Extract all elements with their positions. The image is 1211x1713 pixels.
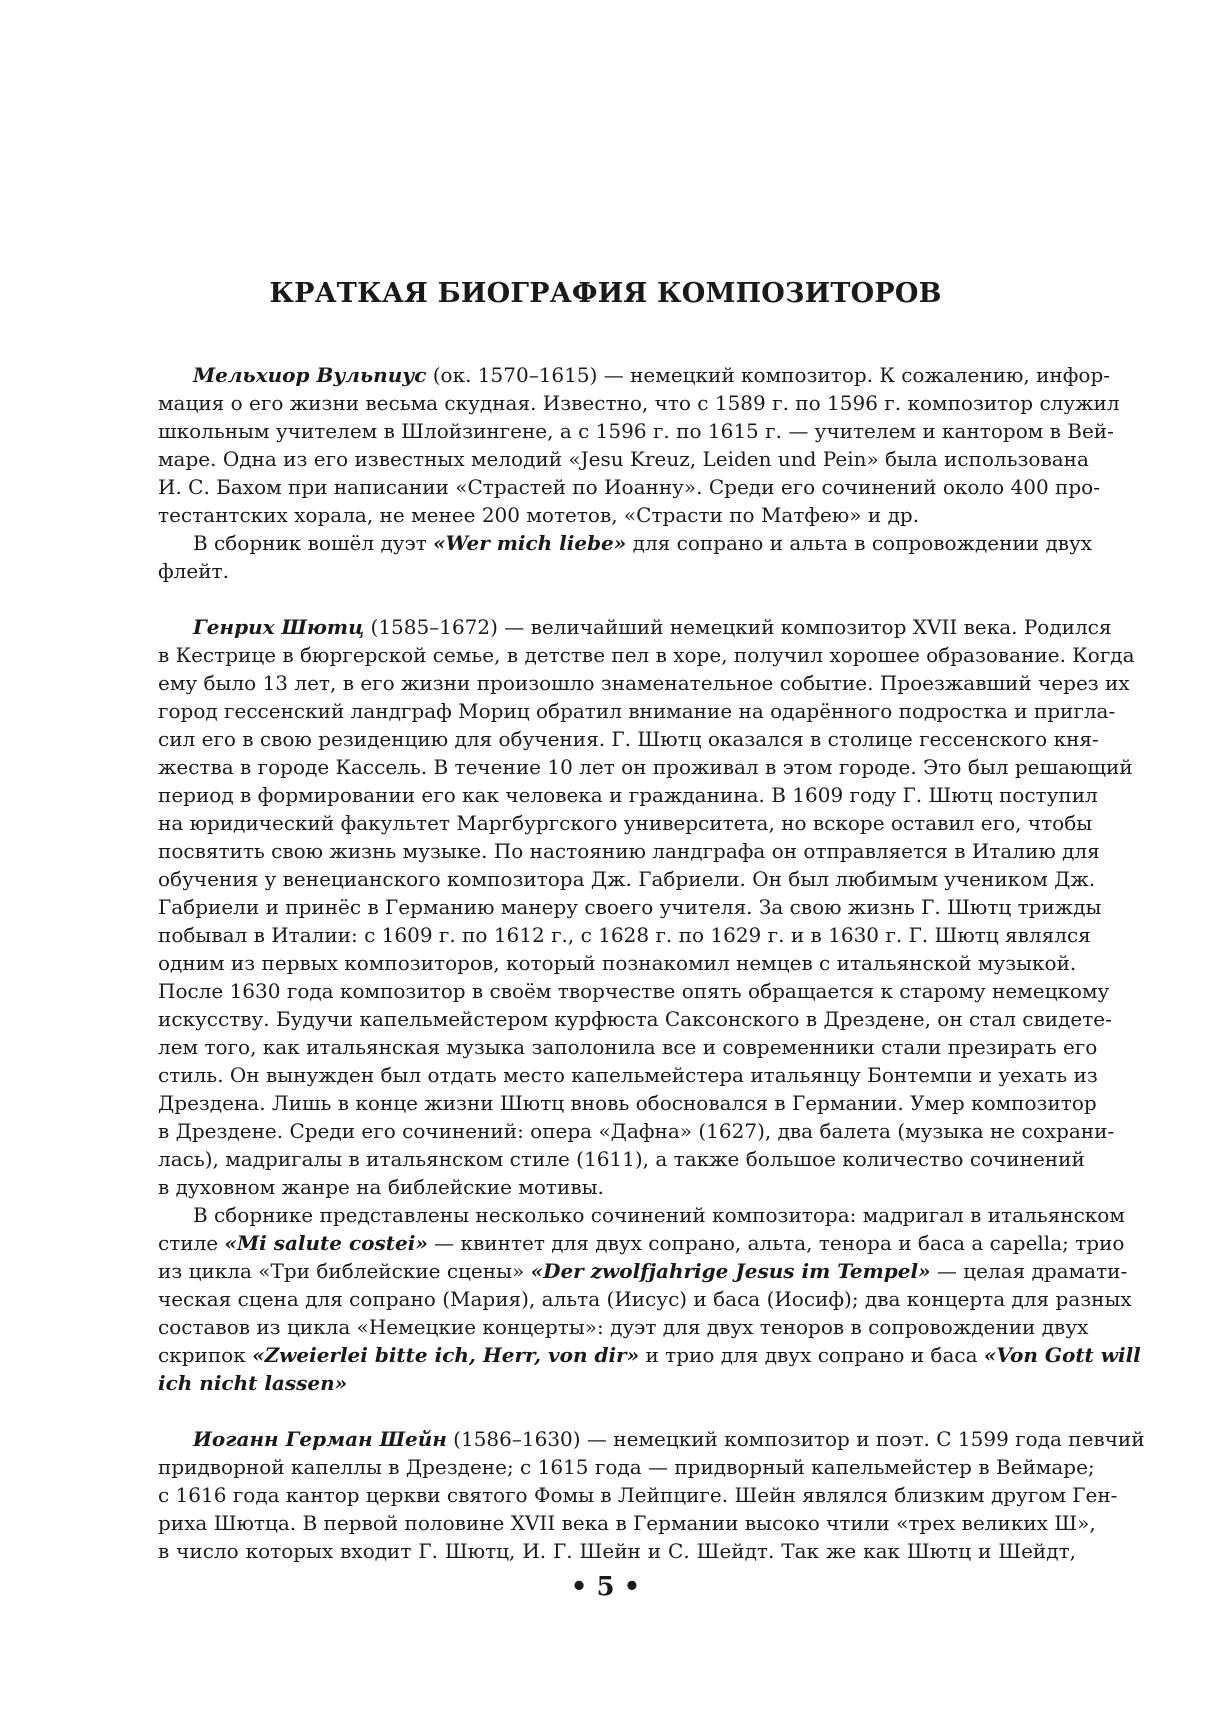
text-line — [158, 1089, 1097, 1117]
line-text: и трио для двух сопрано и баса — [639, 1343, 984, 1367]
line-text: флейт. — [158, 559, 229, 583]
emphasis-text: ich nicht lassen» — [158, 1371, 348, 1395]
text-line — [158, 921, 1091, 949]
line-text: И. С. Бахом при написании «Страстей по Иоанну». Среди его сочинений около 400 про- — [158, 475, 1100, 499]
text-line — [158, 1061, 1098, 1089]
line-text: с 1616 года кантор церкви святого Фомы в Лейпциге. Шейн являлся близким другом Ген- — [158, 1483, 1118, 1507]
line-text: сил его в свою резиденцию для обучения. Г. Шютц оказался в столице гессенского кня- — [158, 727, 1099, 751]
emphasis-text: «Zweierlei bitte ich, Herr, von dir» — [252, 1343, 640, 1367]
emphasis-text: «Wer mich liebe» — [433, 531, 627, 555]
line-text: В сборник вошёл дуэт — [193, 531, 434, 555]
line-text: ему было 13 лет, в его жизни произошло знаменательное событие. Проезжавший через их — [158, 671, 1130, 695]
text-line — [158, 641, 1135, 669]
line-text: лем того, как итальянская музыка заполонила все и современники стали презирать его — [158, 1035, 1098, 1059]
page-number: • 5 • — [570, 1572, 641, 1602]
text-line — [193, 1425, 1145, 1453]
emphasis-text: Мельхиор Вульпиус — [193, 363, 427, 387]
line-text: ческая сцена для сопрано (Мария), альта (Иисус) и баса (Иосиф); два концерта для разных — [158, 1287, 1132, 1311]
text-line — [193, 613, 1112, 641]
line-text: стиль. Он вынужден был отдать место капельмейстера итальянцу Бонтемпи и уехать из — [158, 1063, 1098, 1087]
line-text: для сопрано и альта в сопровождении двух — [626, 531, 1093, 555]
line-text: скрипок — [158, 1343, 253, 1367]
text-line — [158, 1369, 1076, 1397]
line-text: Габриели и принёс в Германию манеру своего учителя. За свою жизнь Г. Шютц трижды — [158, 895, 1102, 919]
line-text: посвятить свою жизнь музыке. По настоянию ландграфа он отправляется в Италию для — [158, 839, 1100, 863]
text-line — [158, 1145, 1085, 1173]
text-line — [193, 1201, 1125, 1229]
text-line — [158, 389, 1120, 417]
line-text: Дрездена. Лишь в конце жизни Шютц вновь обосновался в Германии. Умер композитор — [158, 1091, 1097, 1115]
emphasis-text: «Von Gott will — [983, 1343, 1141, 1367]
emphasis-text: «Mi salute costei» — [224, 1231, 428, 1255]
line-text: (1586–1630) — немецкий композитор и поэт. С 1599 года певчий — [446, 1427, 1145, 1451]
text-line — [158, 669, 1130, 697]
text-line — [158, 1509, 1096, 1537]
text-line — [158, 1117, 1115, 1145]
text-line — [158, 725, 1099, 753]
line-text: жества в городе Кассель. В течение 10 лет он проживал в этом городе. Это был решающий — [158, 755, 1133, 779]
line-text: город гессенский ландграф Мориц обратил внимание на одарённого подростка и пригла- — [158, 699, 1116, 723]
line-text: в Кестрице в бюргерской семье, в детстве пел в хоре, получил хорошее образование. Когда — [158, 643, 1135, 667]
text-line — [158, 1313, 1089, 1341]
text-line — [193, 529, 1093, 557]
line-text: риха Шютца. В первой половине XVII века в Германии высоко чтили «трех великих Ш», — [158, 1511, 1096, 1535]
line-text: обучения у венецианского композитора Дж. Габриели. Он был любимым учеником Дж. — [158, 867, 1096, 891]
line-text: После 1630 года композитор в своём творчестве опять обращается к старому немецкому — [158, 979, 1110, 1003]
line-text: (ок. 1570–1615) — немецкий композитор. К сожалению, инфор- — [426, 363, 1111, 387]
line-text: — квинтет для двух сопрано, альта, тенора и баса a capella; трио — [427, 1231, 1125, 1255]
line-text: на юридический факультет Маргбургского университета, но вскоре оставил его, чтобы — [158, 811, 1093, 835]
line-text: побывал в Италии: с 1609 г. по 1612 г., с 1628 г. по 1629 г. и в 1630 г. Г. Шютц являлся — [158, 923, 1091, 947]
page-number-value: 5 — [596, 1572, 615, 1602]
line-text: в Дрездене. Среди его сочинений: опера «Дафна» (1627), два балета (музыка не сохрани- — [158, 1119, 1115, 1143]
text-line — [158, 1005, 1112, 1033]
text-line — [158, 1481, 1118, 1509]
line-text: период в формировании его как человека и гражданина. В 1609 году Г. Шютц поступил — [158, 783, 1098, 807]
text-line — [158, 781, 1098, 809]
line-text: лась), мадригалы в итальянском стиле (1611), а также большое количество сочинений — [158, 1147, 1085, 1171]
text-line — [158, 809, 1093, 837]
text-line — [158, 753, 1133, 781]
text-line — [158, 977, 1110, 1005]
text-line — [158, 837, 1100, 865]
line-text: В сборнике представлены несколько сочинений композитора: мадригал в итальянском — [193, 1203, 1125, 1227]
line-text: школьным учителем в Шлойзингене, а с 1596 г. по 1615 г. — учителем и кантором в Вей- — [158, 419, 1114, 443]
text-line — [158, 893, 1102, 921]
line-text: искусству. Будучи капельмейстером курфюста Саксонского в Дрездене, он стал свидете- — [158, 1007, 1112, 1031]
emphasis-text: Генрих Шютц — [193, 615, 365, 639]
text-line — [158, 417, 1114, 445]
text-line — [158, 865, 1096, 893]
text-line — [158, 1537, 1076, 1565]
text-line — [158, 949, 1076, 977]
emphasis-text: «Der zwolfjahrige Jesus im Tempel» — [530, 1259, 931, 1283]
page-title: КРАТКАЯ БИОГРАФИЯ КОМПОЗИТОРОВ — [269, 278, 942, 309]
text-line — [193, 361, 1111, 389]
line-text: в духовном жанре на библейские мотивы. — [158, 1175, 604, 1199]
line-text: придворной капеллы в Дрездене; с 1615 года — придворный капельмейстер в Веймаре; — [158, 1455, 1095, 1479]
line-text: из цикла «Три библейские сцены» — [158, 1259, 531, 1283]
line-text: одним из первых композиторов, который познакомил немцев с итальянской музыкой. — [158, 951, 1077, 975]
line-text: (1585–1672) — величайший немецкий композитор XVII века. Родился — [364, 615, 1112, 639]
line-text: составов из цикла «Немецкие концерты»: дуэт для двух теноров в сопровождении двух — [158, 1315, 1089, 1339]
text-line — [158, 473, 1100, 501]
text-line — [158, 1257, 1128, 1285]
text-line — [158, 697, 1116, 725]
line-text: в число которых входит Г. Шютц, И. Г. Шейн и С. Шейдт. Так же как Шютц и Шейдт, — [158, 1539, 1076, 1563]
text-line — [158, 1341, 1141, 1369]
text-line — [158, 557, 1076, 585]
line-text: мация о его жизни весьма скудная. Известно, что с 1589 г. по 1596 г. композитор служил — [158, 391, 1120, 415]
emphasis-text: Иоганн Герман Шейн — [193, 1427, 447, 1451]
text-line — [158, 445, 1089, 473]
text-line — [158, 1173, 1076, 1201]
line-text: маре. Одна из его известных мелодий «Jesu Kreuz, Leiden und Pein» была использована — [158, 447, 1089, 471]
text-line — [158, 1229, 1125, 1257]
line-text: — целая драмати- — [930, 1259, 1128, 1283]
text-line — [158, 1285, 1132, 1313]
line-text: тестантских хорала, не менее 200 мотетов, «Страсти по Матфею» и др. — [158, 503, 920, 527]
line-text: стиле — [158, 1231, 225, 1255]
text-line — [158, 501, 1076, 529]
text-line — [158, 1453, 1095, 1481]
text-line — [158, 1033, 1098, 1061]
